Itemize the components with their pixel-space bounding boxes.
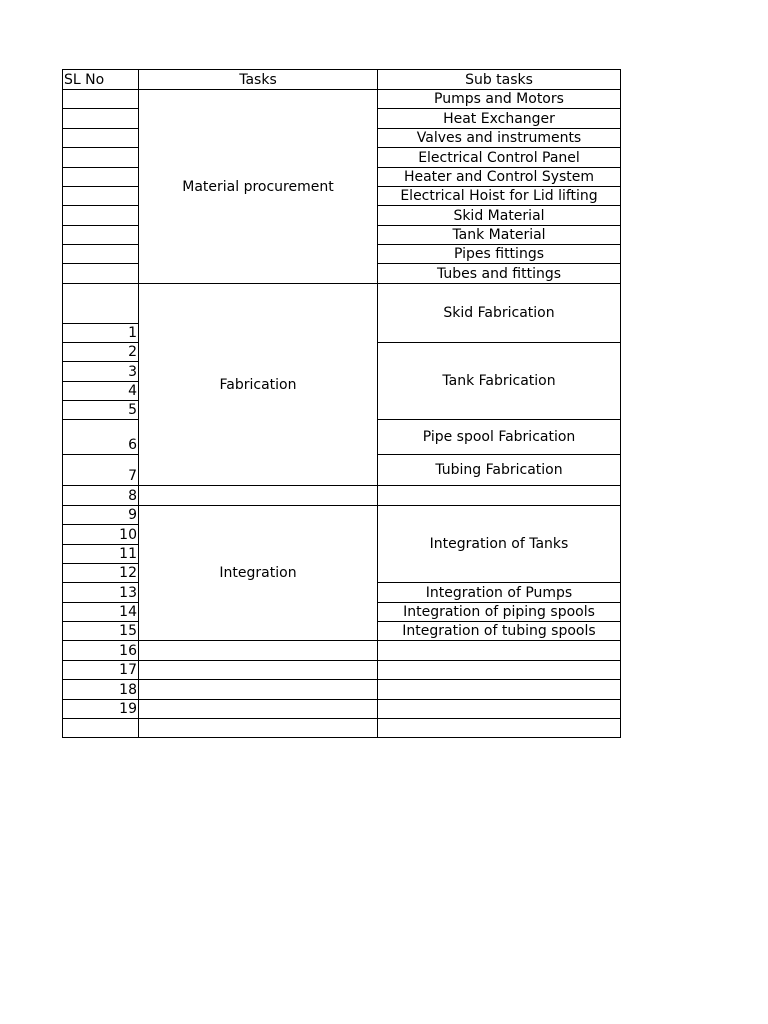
subtask-cell: Tank Material [377, 225, 621, 245]
sl-cell-empty [62, 147, 139, 168]
sl-cell-empty [62, 263, 139, 284]
subtask-cell: Tank Fabrication [377, 342, 621, 420]
sl-cell-empty [62, 205, 139, 226]
subtask-cell-empty [377, 660, 621, 680]
sl-cell: 14 [62, 602, 139, 622]
sl-cell-empty [62, 718, 139, 738]
sl-cell: 18 [62, 679, 139, 700]
task-fabrication: Fabrication [138, 283, 378, 486]
sl-cell: 8 [62, 485, 139, 506]
subtask-cell: Pipe spool Fabrication [377, 419, 621, 455]
subtask-cell: Heat Exchanger [377, 108, 621, 129]
subtask-cell-empty [377, 679, 621, 700]
sl-cell: 5 [62, 400, 139, 420]
header-sl-no: SL No [62, 69, 139, 90]
sl-cell-empty [62, 283, 139, 324]
sl-cell-empty [62, 225, 139, 245]
sl-cell: 1 [62, 323, 139, 343]
task-integration: Integration [138, 505, 378, 641]
sl-cell: 9 [62, 505, 139, 525]
subtask-cell-empty [377, 485, 621, 506]
header-tasks: Tasks [138, 69, 378, 90]
subtask-cell: Skid Material [377, 205, 621, 226]
subtask-cell: Heater and Control System [377, 167, 621, 187]
subtask-cell-empty [377, 640, 621, 661]
subtask-cell: Tubing Fabrication [377, 454, 621, 486]
subtask-cell: Integration of Tanks [377, 505, 621, 583]
sl-cell: 7 [62, 454, 139, 486]
sl-cell: 10 [62, 524, 139, 545]
sl-cell: 3 [62, 361, 139, 382]
subtask-cell: Electrical Hoist for Lid lifting [377, 186, 621, 206]
sl-cell: 15 [62, 621, 139, 641]
subtask-cell: Skid Fabrication [377, 283, 621, 343]
header-sub-tasks: Sub tasks [377, 69, 621, 90]
task-cell-empty [138, 718, 378, 738]
subtask-cell: Electrical Control Panel [377, 147, 621, 168]
subtask-cell: Integration of tubing spools [377, 621, 621, 641]
sl-cell: 19 [62, 699, 139, 719]
sl-cell: 4 [62, 381, 139, 401]
subtask-cell: Integration of Pumps [377, 582, 621, 603]
sl-cell-empty [62, 108, 139, 129]
sl-cell-empty [62, 186, 139, 206]
sl-cell-empty [62, 167, 139, 187]
task-material-procurement: Material procurement [138, 89, 378, 284]
sl-cell-empty [62, 89, 139, 109]
task-cell-empty [138, 640, 378, 661]
subtask-cell: Tubes and fittings [377, 263, 621, 284]
subtask-cell: Integration of piping spools [377, 602, 621, 622]
sl-cell: 13 [62, 582, 139, 603]
sl-cell: 17 [62, 660, 139, 680]
sl-cell: 16 [62, 640, 139, 661]
subtask-cell: Valves and instruments [377, 128, 621, 148]
sl-cell: 2 [62, 342, 139, 362]
sl-cell: 11 [62, 544, 139, 564]
task-cell-empty [138, 485, 378, 506]
subtask-cell-empty [377, 718, 621, 738]
subtask-cell-empty [377, 699, 621, 719]
sl-cell-empty [62, 244, 139, 264]
subtask-cell: Pumps and Motors [377, 89, 621, 109]
task-cell-empty [138, 679, 378, 700]
sl-cell: 6 [62, 419, 139, 455]
task-cell-empty [138, 699, 378, 719]
task-cell-empty [138, 660, 378, 680]
subtask-cell: Pipes fittings [377, 244, 621, 264]
sl-cell-empty [62, 128, 139, 148]
sl-cell: 12 [62, 563, 139, 583]
